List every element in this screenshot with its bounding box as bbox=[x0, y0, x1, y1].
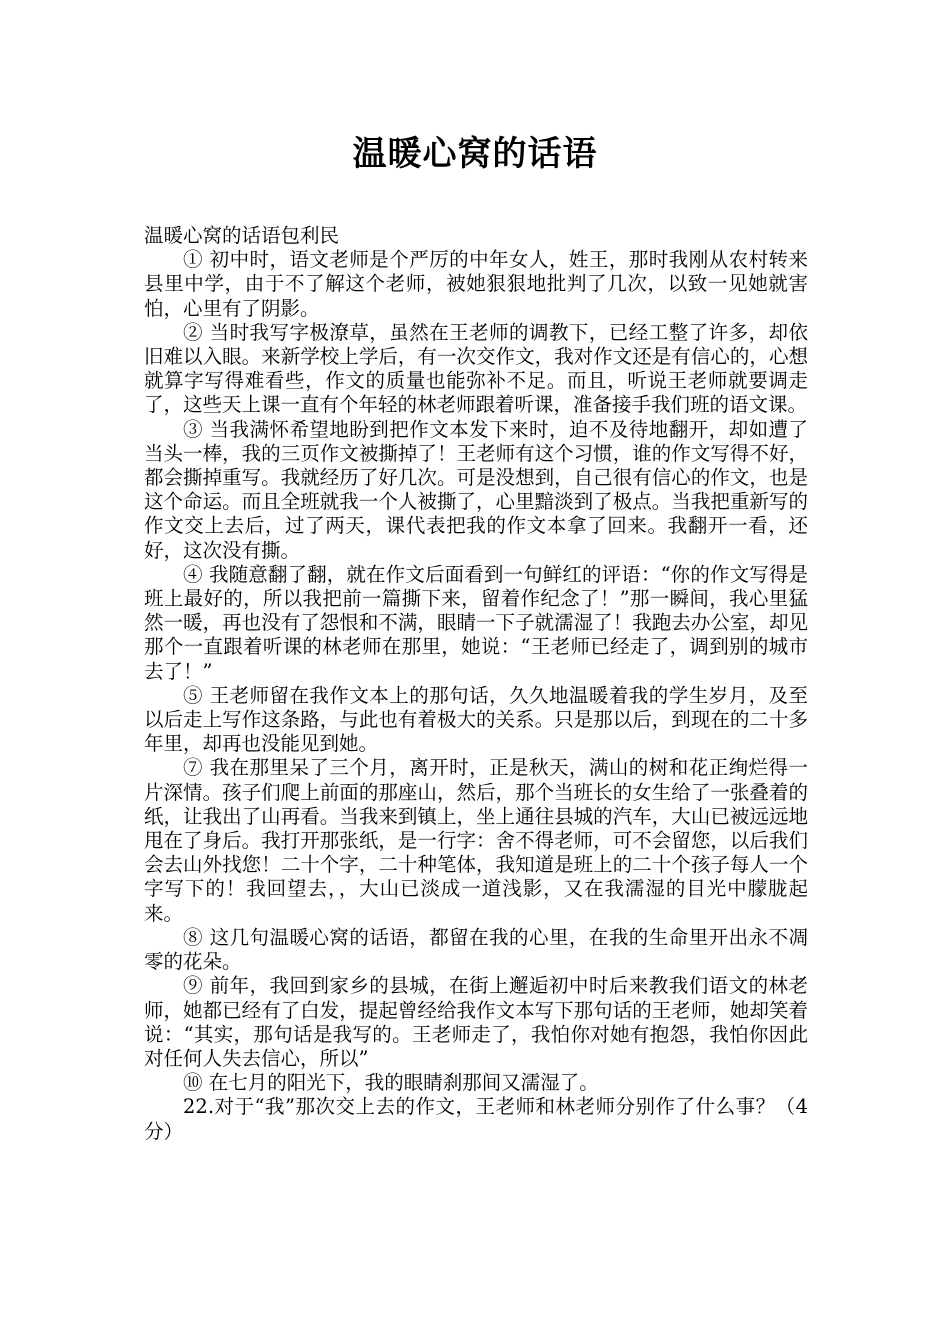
paragraph-5: ⑤ 王老师留在我作文本上的那句话，久久地温暖着我的学生岁月，及至以后走上写作这条路，与此也有着极大的关系。只是那以后，到现在的二十多年里，却再也没能见到她。 bbox=[144, 683, 808, 756]
paragraph-9: ⑨ 前年，我回到家乡的县城，在街上邂逅初中时后来教我们语文的林老师，她都已经有了白发，提起曾经给我作文本写下那句话的王老师，她却笑着说：“其实，那句话是我写的。王老师走了，我怕你对她有抱怨，我怕你因此对任何人失去信心，所以” bbox=[144, 974, 808, 1070]
document-title: 温暖心窝的话语 bbox=[352, 134, 598, 174]
paragraph-4: ④ 我随意翻了翻，就在作文后面看到一句鲜红的评语：“你的作文写得是班上最好的，所以我把前一篇撕下来，留着作纪念了！”那一瞬间，我心里猛然一暖，再也没有了怨恨和不满，眼睛一下子就濡湿了！我跑去办公室，却见那个一直跟着听课的林老师在那里，她说：“王老师已经走了，调到别的城市去了！” bbox=[144, 562, 808, 683]
question-22: 22.对于“我”那次交上去的作文，王老师和林老师分别作了什么事？（4分） bbox=[144, 1095, 808, 1143]
paragraph-8: ⑧ 这几句温暖心窝的话语，都留在我的心里，在我的生命里开出永不凋零的花朵。 bbox=[144, 925, 808, 974]
article-body bbox=[144, 224, 808, 1144]
paragraph-1: ① 初中时，语文老师是个严厉的中年女人，姓王，那时我刚从农村转来县里中学，由于不了解这个老师，被她狠狠地批判了几次，以致一见她就害怕，心里有了阴影。 bbox=[144, 248, 808, 320]
paragraph-3: ③ 当我满怀希望地盼到把作文本发下来时，迫不及待地翻开，却如遭了当头一棒，我的三页作文被撕掉了！王老师有这个习惯，谁的作文写得不好，都会撕掉重写。我就经历了好几次。可是没想到，自己很有信心的作文，也是这个命运。而且全班就我一个人被撕了，心里黯淡到了极点。当我把重新写的作文交上去后，过了两天，课代表把我的作文本拿了回来。我翻开一看，还好，这次没有撕。 bbox=[144, 417, 808, 562]
paragraph-2: ② 当时我写字极潦草，虽然在王老师的调教下，已经工整了许多，却依旧难以入眼。来新学校上学后，有一次交作文，我对作文还是有信心的，心想就算字写得难看些，作文的质量也能弥补不足。而且，听说王老师就要调走了，这些天上课一直有个年轻的林老师跟着听课，准备接手我们班的语文课。 bbox=[144, 320, 808, 417]
byline: 温暖心窝的话语包利民 bbox=[144, 224, 340, 247]
paragraph-10: ⑩ 在七月的阳光下，我的眼睛刹那间又濡湿了。 bbox=[183, 1071, 599, 1095]
paragraph-7: ⑦ 我在那里呆了三个月，离开时，正是秋天，满山的树和花正绚烂得一片深情。孩子们爬上前面的那座山，然后，那个当班长的女生给了一张叠着的纸，让我出了山再看。当我来到镇上，坐上通往县城的汽车，大山已被远远地甩在了身后。我打开那张纸，是一行字：舍不得老师，可不会留您，以后我们会去山外找您！二十个字，二十种笔体，我知道是班上的二十个孩子每人一个字写下的！我回望去，，大山已淡成一道浅影，又在我濡湿的目光中朦胧起来。 bbox=[144, 756, 808, 925]
